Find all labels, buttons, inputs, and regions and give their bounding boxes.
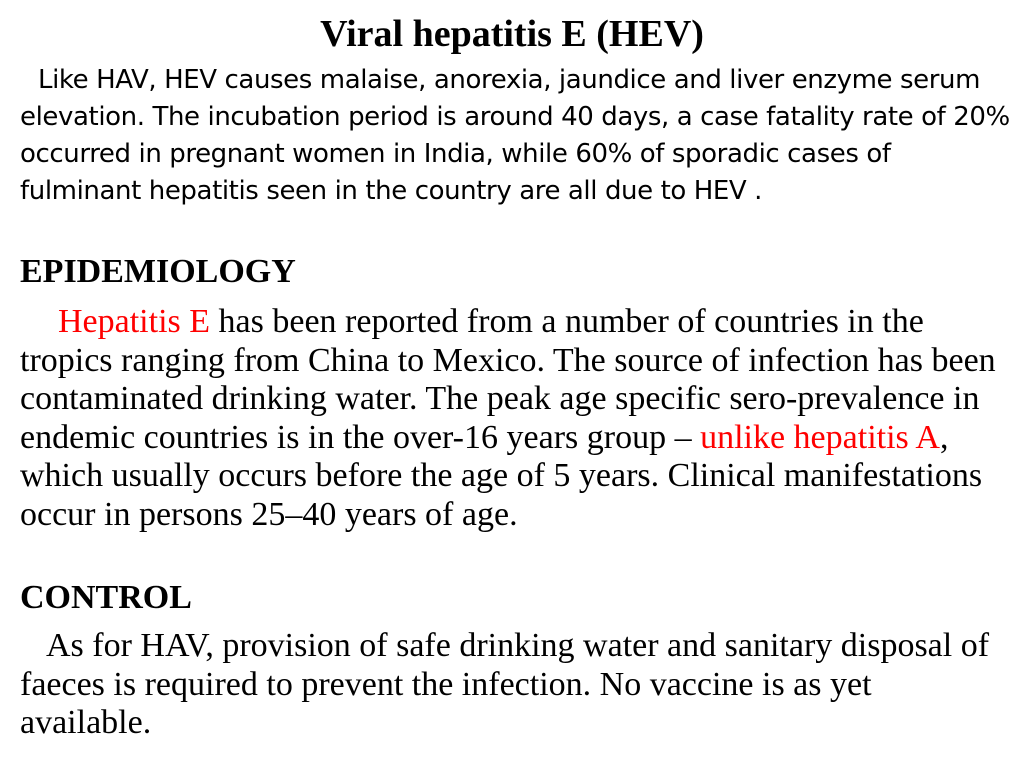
control-heading: CONTROL bbox=[20, 579, 192, 616]
epidemiology-paragraph bbox=[20, 303, 1010, 534]
highlight-hepatitis-e: Hepatitis E bbox=[58, 303, 211, 340]
control-paragraph: As for HAV, provision of safe drinking water and sanitary disposal of faeces is required to prevent the infection. No vaccine is as yet available. bbox=[20, 627, 990, 741]
slide-title: Viral hepatitis E (HEV) bbox=[320, 13, 704, 55]
epidemiology-text-1: has been reported from a number of countries in the tropics ranging from China to Mexico. The source of infection has been contaminated drinking water. The peak age specific sero-prevalence in endemic countries is in the over-16 years group – bbox=[20, 303, 996, 456]
highlight-unlike-hepatitis-a: unlike hepatitis A bbox=[700, 418, 940, 456]
epidemiology-text-2: , which usually occurs before the age of 5 years. Clinical manifestations occur in persons 25–40 years of age. bbox=[20, 418, 983, 533]
intro-paragraph: Like HAV, HEV causes malaise, anorexia, jaundice and liver enzyme serum elevation. The incubation period is around 40 days, a case fatality rate of 20% occurred in pregnant women in India, while 60% of sporadic cases of fulminant hepatitis seen in the country are all due to HEV . bbox=[20, 65, 1010, 206]
epidemiology-heading: EPIDEMIOLOGY bbox=[20, 253, 296, 290]
